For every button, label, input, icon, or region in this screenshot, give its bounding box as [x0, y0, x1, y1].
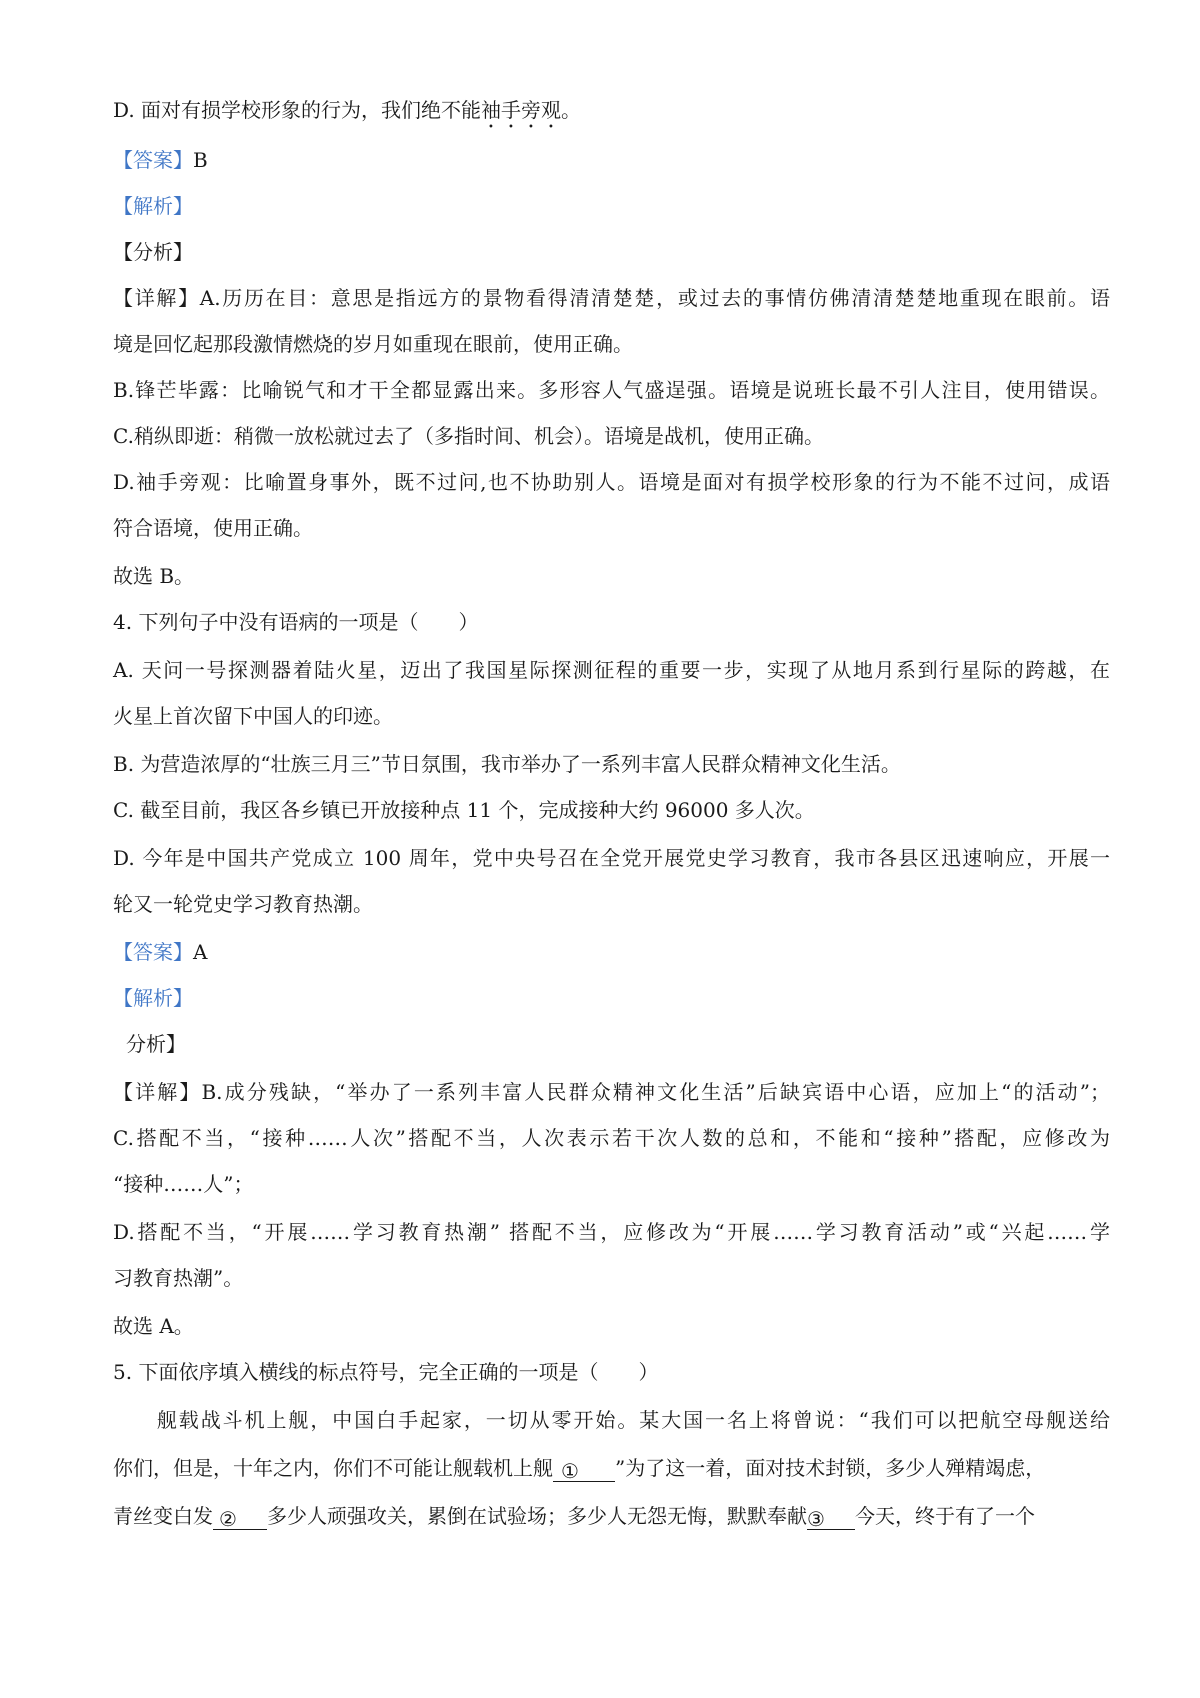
- q4-conclusion: 故选 A。: [113, 1314, 194, 1338]
- answer-value: A: [193, 940, 208, 964]
- q3-option-d: D. 面对有损学校形象的行为，我们绝不能袖手旁观。: [113, 98, 582, 122]
- q4-option-b: B. 为营造浓厚的“壮族三月三”节日氛围，我市举办了一系列丰富人民群众精神文化生活。: [113, 752, 901, 776]
- q3-analysis-label: 【解析】: [113, 194, 193, 218]
- q3-detail-line: C.稍纵即逝：稍微一放松就过去了（多指时间、机会）。语境是战机，使用正确。: [113, 424, 824, 448]
- q5-passage-line: 你们，但是，十年之内，你们不可能让舰载机上舰 ① ”为了这一着，面对技术封锁，多少人殚精竭虑，: [113, 1456, 1046, 1483]
- q4-detail-line: “接种……人”；: [113, 1172, 254, 1196]
- q5-passage-line: 青丝变白发 ② 多少人顽强攻关，累倒在试验场；多少人无怨无悔，默默奉献③ 今天，终于有了一个: [113, 1504, 1035, 1531]
- q4-answer: [113, 938, 1110, 966]
- q3-conclusion: 故选 B。: [113, 564, 195, 588]
- q4-fenxi-label: 分析】: [126, 1032, 186, 1056]
- q4-analysis-label: 【解析】: [113, 986, 193, 1010]
- q3-detail-line: 【详解】A.历历在目：意思是指远方的景物看得清清楚楚，或过去的事情仿佛清清楚楚地重现在眼前。语: [113, 286, 1110, 310]
- q4-option-c: C. 截至目前，我区各乡镇已开放接种点 11 个，完成接种大约 96000 多人次。: [113, 798, 815, 822]
- fill-blank: ③: [807, 1505, 855, 1530]
- answer-label: 【答案】: [113, 940, 193, 964]
- dotted-emphasis-text: 袖手旁观: [481, 98, 562, 122]
- q4-option-a: A. 天问一号探测器着陆火星，迈出了我国星际探测征程的重要一步，实现了从地月系到行星际的跨越，在: [113, 658, 1110, 682]
- q3-fenxi-label: 【分析】: [113, 240, 193, 264]
- q3-detail-line: 境是回忆起那段激情燃烧的岁月如重现在眼前，使用正确。: [113, 332, 633, 356]
- fill-blank: ②: [213, 1505, 267, 1530]
- q3-detail-line: D.袖手旁观：比喻置身事外，既不过问,也不协助别人。语境是面对有损学校形象的行为不能不过问，成语: [113, 470, 1110, 494]
- q4-detail-line: 【详解】B.成分残缺，“举办了一系列丰富人民群众精神文化生活”后缺宾语中心语，应加上“的活动”；: [113, 1080, 1110, 1104]
- q5-stem: 5. 下面依序填入横线的标点符号，完全正确的一项是（ ）: [113, 1360, 659, 1384]
- q4-detail-line: C.搭配不当，“接种……人次”搭配不当，人次表示若干次人数的总和，不能和“接种”搭配，应修改为: [113, 1126, 1110, 1150]
- answer-value: B: [193, 148, 208, 172]
- q5-passage-line: 舰载战斗机上舰，中国白手起家，一切从零开始。某大国一名上将曾说：“我们可以把航空母舰送给: [113, 1408, 1110, 1432]
- q4-option-d-cont: 轮又一轮党史学习教育热潮。: [113, 892, 373, 916]
- q3-detail-line: 符合语境，使用正确。: [113, 516, 313, 540]
- q4-detail-line: 习教育热潮”。: [113, 1266, 244, 1290]
- q3-answer: [113, 146, 1110, 174]
- q3-detail-line: B.锋芒毕露：比喻锐气和才干全都显露出来。多形容人气盛逞强。语境是说班长最不引人注目，使用错误。: [113, 378, 1110, 402]
- q4-stem: 4. 下列句子中没有语病的一项是（ ）: [113, 610, 479, 634]
- fill-blank: ①: [553, 1457, 615, 1482]
- q4-option-a-cont: 火星上首次留下中国人的印迹。: [113, 704, 393, 728]
- q4-detail-line: D.搭配不当，“开展……学习教育热潮” 搭配不当，应修改为“开展……学习教育活动”或“兴起……学: [113, 1220, 1110, 1244]
- q4-option-d: D. 今年是中国共产党成立 100 周年，党中央号召在全党开展党史学习教育，我市各县区迅速响应，开展一: [113, 846, 1110, 870]
- answer-label: 【答案】: [113, 148, 193, 172]
